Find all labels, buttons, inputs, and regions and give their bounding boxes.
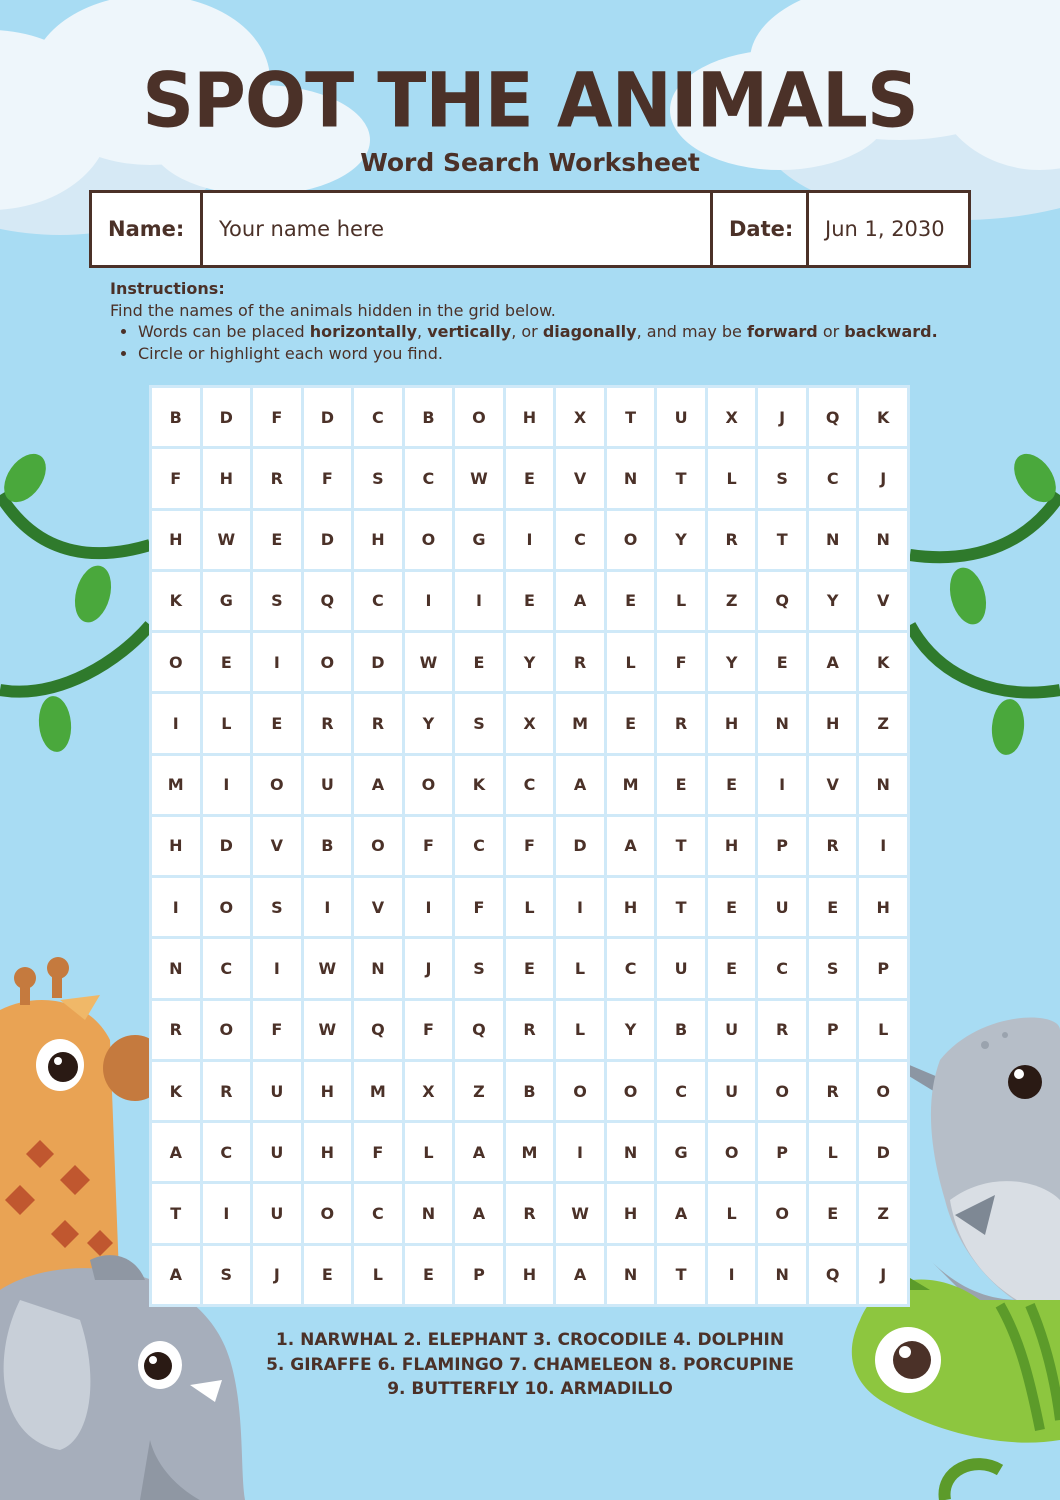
- grid-cell[interactable]: E: [708, 756, 756, 814]
- grid-cell[interactable]: N: [607, 1246, 655, 1304]
- grid-cell[interactable]: O: [758, 1184, 806, 1242]
- grid-cell[interactable]: R: [304, 694, 352, 752]
- name-date-box: [89, 190, 971, 268]
- grid-cell[interactable]: F: [152, 449, 200, 507]
- grid-cell[interactable]: H: [304, 1062, 352, 1120]
- grid-cell[interactable]: I: [152, 878, 200, 936]
- grid-cell[interactable]: T: [657, 1246, 705, 1304]
- grid-cell[interactable]: Z: [859, 694, 907, 752]
- grid-cell[interactable]: F: [253, 388, 301, 446]
- grid-cell[interactable]: U: [253, 1184, 301, 1242]
- grid-cell[interactable]: S: [455, 939, 503, 997]
- grid-cell[interactable]: O: [607, 511, 655, 569]
- grid-cell[interactable]: H: [304, 1123, 352, 1181]
- grid-cell[interactable]: A: [455, 1123, 503, 1181]
- grid-cell[interactable]: L: [607, 633, 655, 691]
- grid-cell[interactable]: O: [253, 756, 301, 814]
- grid-cell[interactable]: O: [708, 1123, 756, 1181]
- grid-cell[interactable]: H: [708, 694, 756, 752]
- vine-right-icon: [910, 446, 1060, 756]
- grid-cell[interactable]: U: [708, 1001, 756, 1059]
- grid-cell[interactable]: C: [809, 449, 857, 507]
- grid-cell[interactable]: H: [152, 511, 200, 569]
- grid-cell[interactable]: N: [152, 939, 200, 997]
- grid-cell[interactable]: Y: [708, 633, 756, 691]
- grid-cell[interactable]: T: [657, 878, 705, 936]
- grid-cell[interactable]: R: [556, 633, 604, 691]
- grid-cell[interactable]: Y: [657, 511, 705, 569]
- grid-cell[interactable]: E: [708, 939, 756, 997]
- grid-cell[interactable]: O: [304, 633, 352, 691]
- grid-cell[interactable]: B: [304, 817, 352, 875]
- grid-cell[interactable]: I: [758, 756, 806, 814]
- grid-cell[interactable]: E: [506, 572, 554, 630]
- grid-cell[interactable]: S: [253, 878, 301, 936]
- grid-cell[interactable]: Y: [607, 1001, 655, 1059]
- grid-cell[interactable]: J: [859, 1246, 907, 1304]
- grid-cell[interactable]: H: [152, 817, 200, 875]
- grid-cell[interactable]: M: [506, 1123, 554, 1181]
- grid-cell[interactable]: R: [758, 1001, 806, 1059]
- grid-cell[interactable]: E: [758, 633, 806, 691]
- grid-cell[interactable]: H: [506, 1246, 554, 1304]
- grid-cell[interactable]: Q: [809, 388, 857, 446]
- grid-cell[interactable]: R: [354, 694, 402, 752]
- grid-cell[interactable]: R: [152, 1001, 200, 1059]
- grid-cell[interactable]: H: [809, 694, 857, 752]
- grid-cell[interactable]: B: [657, 1001, 705, 1059]
- grid-cell[interactable]: D: [354, 633, 402, 691]
- grid-cell[interactable]: E: [455, 633, 503, 691]
- grid-cell[interactable]: P: [455, 1246, 503, 1304]
- grid-cell[interactable]: S: [809, 939, 857, 997]
- word-list: [0, 1328, 1060, 1402]
- grid-cell[interactable]: C: [203, 1123, 251, 1181]
- grid-cell[interactable]: C: [354, 1184, 402, 1242]
- grid-cell[interactable]: T: [152, 1184, 200, 1242]
- grid-cell[interactable]: T: [758, 511, 806, 569]
- grid-cell[interactable]: V: [556, 449, 604, 507]
- grid-cell[interactable]: H: [506, 388, 554, 446]
- grid-cell[interactable]: L: [859, 1001, 907, 1059]
- grid-cell[interactable]: L: [809, 1123, 857, 1181]
- grid-cell[interactable]: I: [253, 633, 301, 691]
- grid-cell[interactable]: Y: [809, 572, 857, 630]
- grid-cell[interactable]: E: [809, 1184, 857, 1242]
- grid-cell[interactable]: U: [708, 1062, 756, 1120]
- name-label: Name:: [92, 193, 203, 265]
- giraffe-icon: [0, 957, 167, 1300]
- grid-cell[interactable]: X: [708, 388, 756, 446]
- grid-cell[interactable]: L: [657, 572, 705, 630]
- grid-cell[interactable]: O: [556, 1062, 604, 1120]
- grid-cell[interactable]: E: [506, 939, 554, 997]
- grid-cell[interactable]: C: [556, 511, 604, 569]
- grid-cell[interactable]: D: [203, 388, 251, 446]
- grid-cell[interactable]: C: [354, 388, 402, 446]
- grid-cell[interactable]: L: [405, 1123, 453, 1181]
- grid-cell[interactable]: F: [506, 817, 554, 875]
- grid-cell[interactable]: M: [152, 756, 200, 814]
- grid-cell[interactable]: Q: [455, 1001, 503, 1059]
- grid-cell[interactable]: L: [354, 1246, 402, 1304]
- grid-cell[interactable]: I: [152, 694, 200, 752]
- grid-cell[interactable]: L: [708, 449, 756, 507]
- grid-cell[interactable]: C: [405, 449, 453, 507]
- grid-cell[interactable]: L: [708, 1184, 756, 1242]
- grid-cell[interactable]: F: [304, 449, 352, 507]
- grid-cell[interactable]: I: [253, 939, 301, 997]
- grid-cell[interactable]: S: [455, 694, 503, 752]
- grid-cell[interactable]: I: [859, 817, 907, 875]
- grid-cell[interactable]: Q: [809, 1246, 857, 1304]
- grid-cell[interactable]: O: [455, 388, 503, 446]
- name-field[interactable]: Your name here: [203, 193, 713, 265]
- grid-cell[interactable]: F: [455, 878, 503, 936]
- grid-cell[interactable]: D: [304, 511, 352, 569]
- grid-cell[interactable]: Q: [304, 572, 352, 630]
- grid-cell[interactable]: I: [556, 878, 604, 936]
- grid-cell[interactable]: A: [607, 817, 655, 875]
- grid-cell[interactable]: M: [607, 756, 655, 814]
- grid-cell[interactable]: E: [253, 694, 301, 752]
- grid-cell[interactable]: J: [405, 939, 453, 997]
- grid-cell[interactable]: F: [657, 633, 705, 691]
- grid-cell[interactable]: Y: [405, 694, 453, 752]
- grid-cell[interactable]: I: [506, 511, 554, 569]
- grid-cell[interactable]: N: [607, 1123, 655, 1181]
- vine-left-icon: [0, 446, 150, 753]
- grid-cell[interactable]: H: [859, 878, 907, 936]
- grid-cell[interactable]: V: [809, 756, 857, 814]
- grid-cell[interactable]: O: [405, 511, 453, 569]
- instruction-bullet-1: • Words can be placed horizontally, vertically, or diagonally, and may be forward or backward.: [138, 321, 990, 343]
- grid-cell[interactable]: A: [556, 756, 604, 814]
- grid-cell[interactable]: Y: [506, 633, 554, 691]
- grid-cell[interactable]: D: [859, 1123, 907, 1181]
- grid-cell[interactable]: M: [354, 1062, 402, 1120]
- grid-cell[interactable]: U: [758, 878, 806, 936]
- grid-cell[interactable]: R: [708, 511, 756, 569]
- grid-cell[interactable]: Z: [455, 1062, 503, 1120]
- grid-cell[interactable]: I: [405, 572, 453, 630]
- grid-cell[interactable]: W: [304, 939, 352, 997]
- grid-cell[interactable]: A: [152, 1246, 200, 1304]
- grid-cell[interactable]: V: [859, 572, 907, 630]
- grid-cell[interactable]: T: [657, 449, 705, 507]
- grid-cell[interactable]: O: [758, 1062, 806, 1120]
- grid-cell[interactable]: E: [203, 633, 251, 691]
- grid-cell[interactable]: O: [152, 633, 200, 691]
- grid-cell[interactable]: P: [758, 817, 806, 875]
- grid-cell[interactable]: E: [607, 694, 655, 752]
- grid-cell[interactable]: S: [354, 449, 402, 507]
- grid-cell[interactable]: B: [152, 388, 200, 446]
- grid-cell[interactable]: G: [203, 572, 251, 630]
- grid-cell[interactable]: Q: [354, 1001, 402, 1059]
- grid-cell[interactable]: R: [657, 694, 705, 752]
- grid-cell[interactable]: O: [405, 756, 453, 814]
- grid-cell[interactable]: T: [607, 388, 655, 446]
- grid-cell[interactable]: I: [203, 756, 251, 814]
- grid-cell[interactable]: Z: [859, 1184, 907, 1242]
- grid-cell[interactable]: K: [859, 633, 907, 691]
- grid-cell[interactable]: H: [607, 878, 655, 936]
- grid-cell[interactable]: A: [354, 756, 402, 814]
- grid-cell[interactable]: P: [859, 939, 907, 997]
- grid-cell[interactable]: L: [506, 878, 554, 936]
- grid-cell[interactable]: E: [708, 878, 756, 936]
- grid-cell[interactable]: X: [405, 1062, 453, 1120]
- grid-cell[interactable]: N: [758, 694, 806, 752]
- grid-cell[interactable]: I: [203, 1184, 251, 1242]
- grid-cell[interactable]: F: [354, 1123, 402, 1181]
- grid-cell[interactable]: O: [203, 878, 251, 936]
- grid-cell[interactable]: U: [253, 1123, 301, 1181]
- grid-cell[interactable]: C: [607, 939, 655, 997]
- grid-cell[interactable]: V: [354, 878, 402, 936]
- grid-cell[interactable]: E: [405, 1246, 453, 1304]
- grid-cell[interactable]: E: [253, 511, 301, 569]
- grid-cell[interactable]: G: [657, 1123, 705, 1181]
- grid-cell[interactable]: W: [556, 1184, 604, 1242]
- grid-cell[interactable]: K: [152, 1062, 200, 1120]
- grid-cell[interactable]: J: [253, 1246, 301, 1304]
- grid-cell[interactable]: C: [657, 1062, 705, 1120]
- grid-cell[interactable]: M: [556, 694, 604, 752]
- grid-cell[interactable]: D: [203, 817, 251, 875]
- grid-cell[interactable]: E: [809, 878, 857, 936]
- grid-cell[interactable]: V: [253, 817, 301, 875]
- grid-cell[interactable]: U: [657, 939, 705, 997]
- grid-cell[interactable]: S: [203, 1246, 251, 1304]
- grid-cell[interactable]: N: [859, 756, 907, 814]
- instructions-heading: Instructions:: [110, 279, 225, 298]
- grid-cell[interactable]: E: [657, 756, 705, 814]
- instructions: [110, 278, 990, 364]
- grid-cell[interactable]: K: [455, 756, 503, 814]
- grid-cell[interactable]: S: [253, 572, 301, 630]
- grid-cell[interactable]: R: [506, 1184, 554, 1242]
- grid-cell[interactable]: O: [859, 1062, 907, 1120]
- grid-cell[interactable]: I: [708, 1246, 756, 1304]
- grid-cell[interactable]: R: [506, 1001, 554, 1059]
- grid-cell[interactable]: E: [506, 449, 554, 507]
- grid-cell[interactable]: A: [556, 572, 604, 630]
- grid-cell[interactable]: N: [859, 511, 907, 569]
- grid-cell[interactable]: R: [809, 817, 857, 875]
- grid-cell[interactable]: W: [405, 633, 453, 691]
- grid-cell[interactable]: C: [203, 939, 251, 997]
- grid-cell[interactable]: N: [758, 1246, 806, 1304]
- page-subtitle: Word Search Worksheet: [360, 148, 700, 177]
- grid-cell[interactable]: W: [203, 511, 251, 569]
- grid-cell[interactable]: G: [455, 511, 503, 569]
- grid-cell[interactable]: H: [607, 1184, 655, 1242]
- grid-cell[interactable]: A: [809, 633, 857, 691]
- grid-cell[interactable]: X: [506, 694, 554, 752]
- word-search-grid: [149, 385, 910, 1307]
- grid-cell[interactable]: I: [304, 878, 352, 936]
- grid-cell[interactable]: O: [203, 1001, 251, 1059]
- word-list-line-1: 1. NARWHAL 2. ELEPHANT 3. CROCODILE 4. DOLPHIN: [275, 1330, 785, 1350]
- word-list-line-2: 5. GIRAFFE 6. FLAMINGO 7. CHAMELEON 8. PORCUPINE: [266, 1354, 794, 1375]
- grid-cell[interactable]: U: [657, 388, 705, 446]
- grid-cell[interactable]: A: [455, 1184, 503, 1242]
- grid-cell[interactable]: N: [354, 939, 402, 997]
- grid-cell[interactable]: I: [455, 572, 503, 630]
- grid-cell[interactable]: H: [354, 511, 402, 569]
- page-title: SPOT THE ANIMALS: [142, 55, 918, 145]
- grid-cell[interactable]: P: [809, 1001, 857, 1059]
- grid-cell[interactable]: C: [758, 939, 806, 997]
- grid-cell[interactable]: P: [758, 1123, 806, 1181]
- grid-cell[interactable]: C: [354, 572, 402, 630]
- instruction-bullet-2: • Circle or highlight each word you find.: [138, 343, 990, 365]
- grid-cell[interactable]: O: [304, 1184, 352, 1242]
- grid-cell[interactable]: F: [405, 817, 453, 875]
- grid-cell[interactable]: J: [758, 388, 806, 446]
- grid-cell[interactable]: N: [809, 511, 857, 569]
- grid-cell[interactable]: O: [354, 817, 402, 875]
- grid-cell[interactable]: D: [556, 817, 604, 875]
- grid-cell[interactable]: I: [405, 878, 453, 936]
- grid-cell[interactable]: A: [152, 1123, 200, 1181]
- grid-cell[interactable]: B: [405, 388, 453, 446]
- grid-cell[interactable]: A: [657, 1184, 705, 1242]
- grid-cell[interactable]: Z: [708, 572, 756, 630]
- grid-cell[interactable]: K: [859, 388, 907, 446]
- grid-cell[interactable]: Q: [758, 572, 806, 630]
- grid-cell[interactable]: H: [203, 449, 251, 507]
- instructions-intro: Find the names of the animals hidden in the grid below.: [110, 300, 556, 320]
- grid-cell[interactable]: N: [405, 1184, 453, 1242]
- date-field[interactable]: Jun 1, 2030: [825, 217, 945, 241]
- date-label: Date:: [713, 193, 809, 265]
- grid-cell[interactable]: L: [203, 694, 251, 752]
- grid-cell[interactable]: S: [758, 449, 806, 507]
- grid-cell[interactable]: H: [708, 817, 756, 875]
- grid-cell[interactable]: E: [304, 1246, 352, 1304]
- grid-cell[interactable]: J: [859, 449, 907, 507]
- grid-cell[interactable]: W: [304, 1001, 352, 1059]
- grid-cell[interactable]: C: [455, 817, 503, 875]
- grid-cell[interactable]: I: [556, 1123, 604, 1181]
- grid-cell[interactable]: X: [556, 388, 604, 446]
- grid-cell[interactable]: N: [607, 449, 655, 507]
- grid-cell[interactable]: O: [607, 1062, 655, 1120]
- grid-cell[interactable]: A: [556, 1246, 604, 1304]
- grid-cell[interactable]: T: [657, 817, 705, 875]
- grid-cell[interactable]: C: [506, 756, 554, 814]
- grid-cell[interactable]: W: [455, 449, 503, 507]
- grid-cell[interactable]: U: [304, 756, 352, 814]
- word-list-line-3: 9. BUTTERFLY 10. ARMADILLO: [387, 1379, 673, 1399]
- grid-cell[interactable]: R: [203, 1062, 251, 1120]
- grid-cell[interactable]: L: [556, 939, 604, 997]
- grid-cell[interactable]: D: [304, 388, 352, 446]
- grid-cell[interactable]: L: [556, 1001, 604, 1059]
- grid-cell[interactable]: R: [809, 1062, 857, 1120]
- grid-cell[interactable]: F: [253, 1001, 301, 1059]
- grid-cell[interactable]: R: [253, 449, 301, 507]
- grid-cell[interactable]: K: [152, 572, 200, 630]
- grid-cell[interactable]: F: [405, 1001, 453, 1059]
- grid-cell[interactable]: B: [506, 1062, 554, 1120]
- grid-cell[interactable]: E: [607, 572, 655, 630]
- grid-cell[interactable]: U: [253, 1062, 301, 1120]
